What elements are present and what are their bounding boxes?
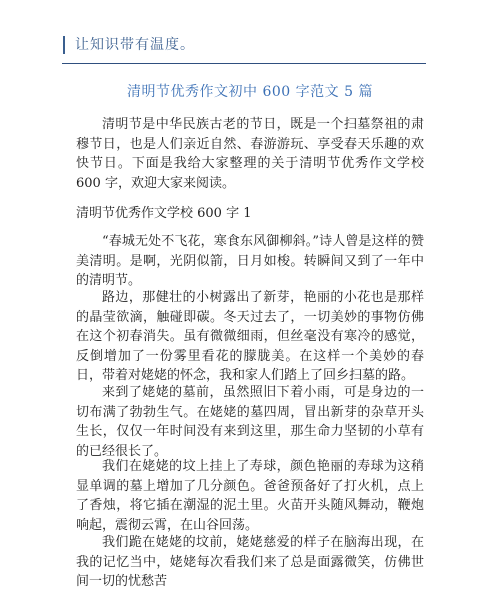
body-paragraph-3: 来到了姥姥的墓前，虽然照旧下着小雨，可是身边的一切布满了勃勃生气。在姥姥的墓四周，冒出新芽的杂草开头生长，仅仅一年时间没有来到这里，那生命力坚韧的小草有的已经很长了。 — [76, 385, 424, 459]
document-title: 清明节优秀作文初中 600 字范文 5 篇 — [127, 84, 373, 100]
body-paragraph-4: 我们在姥姥的坟上挂上了寿球，颜色艳丽的寿球为这稍显单调的墓上增加了几分颜色。爸爸预备好了打火机，点上了香烛，将它插在潮湿的泥土里。火苗开头随风舞动，鞭炮响起，震彻云霄，在山谷回荡。 — [76, 459, 424, 533]
body-paragraph-5: 我们跪在姥姥的坟前，姥姥慈爱的样子在脑海出现，在我的记忆当中，姥姥每次看我们来了总是面露微笑，仿佛世间一切的忧愁苦 — [76, 535, 424, 589]
intro-paragraph: 清明节是中华民族古老的节日，既是一个扫墓祭祖的肃穆节日，也是人们亲近自然、春游游玩、享受春天乐趣的欢快节日。下面是我给大家整理的关于清明节优秀作文学校 600 字，欢迎大家来阅读。 — [76, 117, 424, 191]
header-accent-bar — [63, 36, 65, 54]
header-slogan: 让知识带有温度。 — [75, 37, 195, 53]
header-divider — [62, 63, 426, 64]
body-paragraph-2: 路边，那健壮的小树露出了新芽，艳丽的小花也是那样的晶莹欲滴，触碰即碳。冬天过去了，一切美妙的事物仿佛在这个初春消失。虽有微微细雨，但丝毫没有寒冷的感觉，反倒增加了一份雾里看花的朦胧美。在这样一个美妙的春日，带着对姥姥的怀念，我和家人们踏上了回乡扫墓的路。 — [76, 290, 424, 383]
section-title: 清明节优秀作文学校 600 字 1 — [76, 206, 252, 221]
body-paragraph-1: “春城无处不飞花，寒食东风御柳斜。”诗人曾是这样的赞美清明。是啊，光阴似箭，日月如梭。转瞬间又到了一年中的清明节。 — [76, 234, 424, 288]
